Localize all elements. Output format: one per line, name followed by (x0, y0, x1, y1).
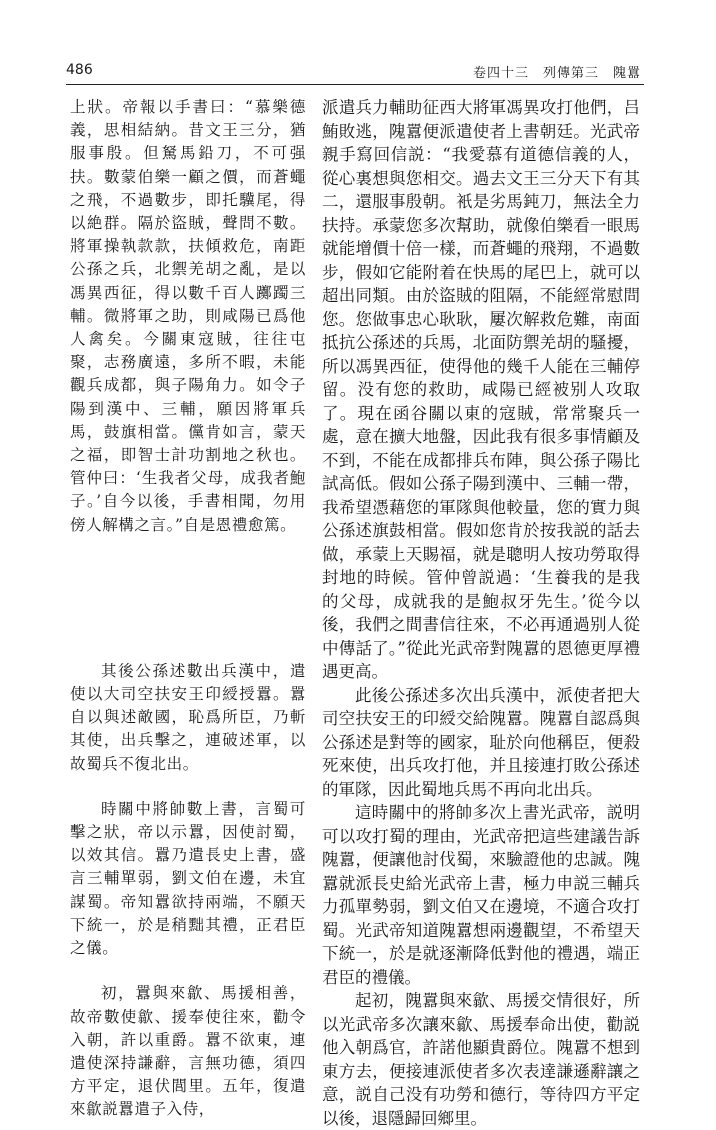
page-number: 486 (66, 62, 93, 78)
classical-paragraph: 其後公孫述數出兵漢中，遣使以大司空扶安王印綬授囂。囂自以與述敵國，恥爲所臣，乃斬其使，出兵擊之，連破述軍，以故蜀兵不復北出。 (70, 661, 306, 773)
translation-paragraph: 這時關中的將帥多次上書光武帝，説明可以攻打蜀的理由，光武帝把這些建議告訴隗囂，便讓他討伐蜀，來驗證他的忠誠。隗囂就派長史給光武帝上書，極力申説三輔兵力孤單勢弱，劉文伯又在邊境，不適合攻打蜀。光武帝知道隗囂想兩邊觀望，不希望天下統一，於是就逐漸降低對他的禮遇，端正君臣的禮儀。 (322, 803, 640, 987)
classical-paragraph: 時關中將帥數上書，言蜀可擊之狀，帝以示囂，因使討蜀，以效其信。囂乃遣長史上書，盛言三輔單弱，劉文伯在邊，未宜謀蜀。帝知囂欲持兩端，不願天下統一，於是稍黜其禮，正君臣之儀。 (70, 799, 306, 958)
classical-paragraph: 上狀。帝報以手書曰：“慕樂德義，思相結納。昔文王三分，猶服事殷。但駑馬鉛刀，不可强扶。數蒙伯樂一顧之價，而蒼蠅之飛，不過數步，即托驥尾，得以絶群。隔於盜賊，聲問不數。將軍操執款款，扶傾救危，南距公孫之兵，北禦羌胡之亂，是以馮異西征，得以數千百人躑躅三輔。微將軍之助，則咸陽已爲他人禽矣。今關東寇賊，往往屯聚，志務廣遠，多所不暇，未能觀兵成都，與子陽角力。如令子陽到漢中、三輔，願因將軍兵馬，鼓旗相當。儻肯如言，蒙天之福，即智士計功割地之秋也。管仲曰：‘生我者父母，成我者鮑子。’自今以後，手書相聞，勿用傍人解構之言。”自是恩禮愈篤。 (70, 98, 306, 534)
classical-text-column (70, 96, 306, 1122)
translation-paragraph: 派遣兵力輔助征西大將軍馮異攻打他們，吕鮪敗逃，隗囂便派遣使者上書朝廷。光武帝親手寫回信説：“我愛慕有道德信義的人，從心裏想與您相交。過去文王三分天下有其二，還服事殷朝。衹是劣馬鈍刀，無法全力扶持。承蒙您多次幫助，就像伯樂看一眼馬就能增價十倍一樣，而蒼蠅的飛翔，不過數步，假如它能附着在快馬的尾巴上，就可以超出同類。由於盜賊的阻隔，不能經常慰問您。您做事忠心耿耿，屢次解救危難，南面抵抗公孫述的兵馬，北面防禦羌胡的騷擾，所以馮異西征，使得他的幾千人能在三輔停留。没有您的救助，咸陽已經被别人攻取了。現在函谷關以東的寇賊，常常聚兵一處，意在擴大地盤，因此我有很多事情顧及不到，不能在成都排兵布陣，與公孫子陽比試高低。假如公孫子陽到漢中、三輔一帶，我希望憑藉您的軍隊與他較量，您的實力與公孫述旗鼓相當。假如您肯於按我説的話去做，承蒙上天賜福，就是聰明人按功勞取得封地的時候。管仲曾説過：‘生養我的是我的父母，成就我的是鮑叔牙先生。’從今以後，我們之間書信往來，不必再通過别人從中傳話了。”從此光武帝對隗囂的恩德更厚禮遇更高。 (322, 98, 640, 681)
header-rule (66, 84, 644, 85)
running-head: 卷四十三 列傳第三 隗囂 (472, 66, 641, 81)
translation-paragraph: 此後公孫述多次出兵漢中，派使者把大司空扶安王的印綬交給隗囂。隗囂自認爲與公孫述是對等的國家，耻於向他稱臣，便殺死來使，出兵攻打他，并且接連打敗公孫述的軍隊，因此蜀地兵馬不再向北出兵。 (322, 685, 640, 799)
page-header (66, 58, 641, 84)
translation-column (322, 96, 640, 1130)
translation-paragraph: 起初，隗囂與來歙、馬援交情很好，所以光武帝多次讓來歙、馬援奉命出使，勸説他入朝爲官，許諾他顯貴爵位。隗囂不想到東方去，便接連派使者多次表達謙遜辭讓之意，説自己没有功勞和德行，等待四方平定以後，退隱歸回鄉里。 (322, 991, 640, 1128)
classical-paragraph: 初，囂與來歙、馬援相善，故帝數使歙、援奉使往來，勸令入朝，許以重爵。囂不欲東，連遣使深持謙辭，言無功德，須四方平定，退伏閭里。五年，復遣來歙説囂遣子入侍， (70, 984, 306, 1119)
